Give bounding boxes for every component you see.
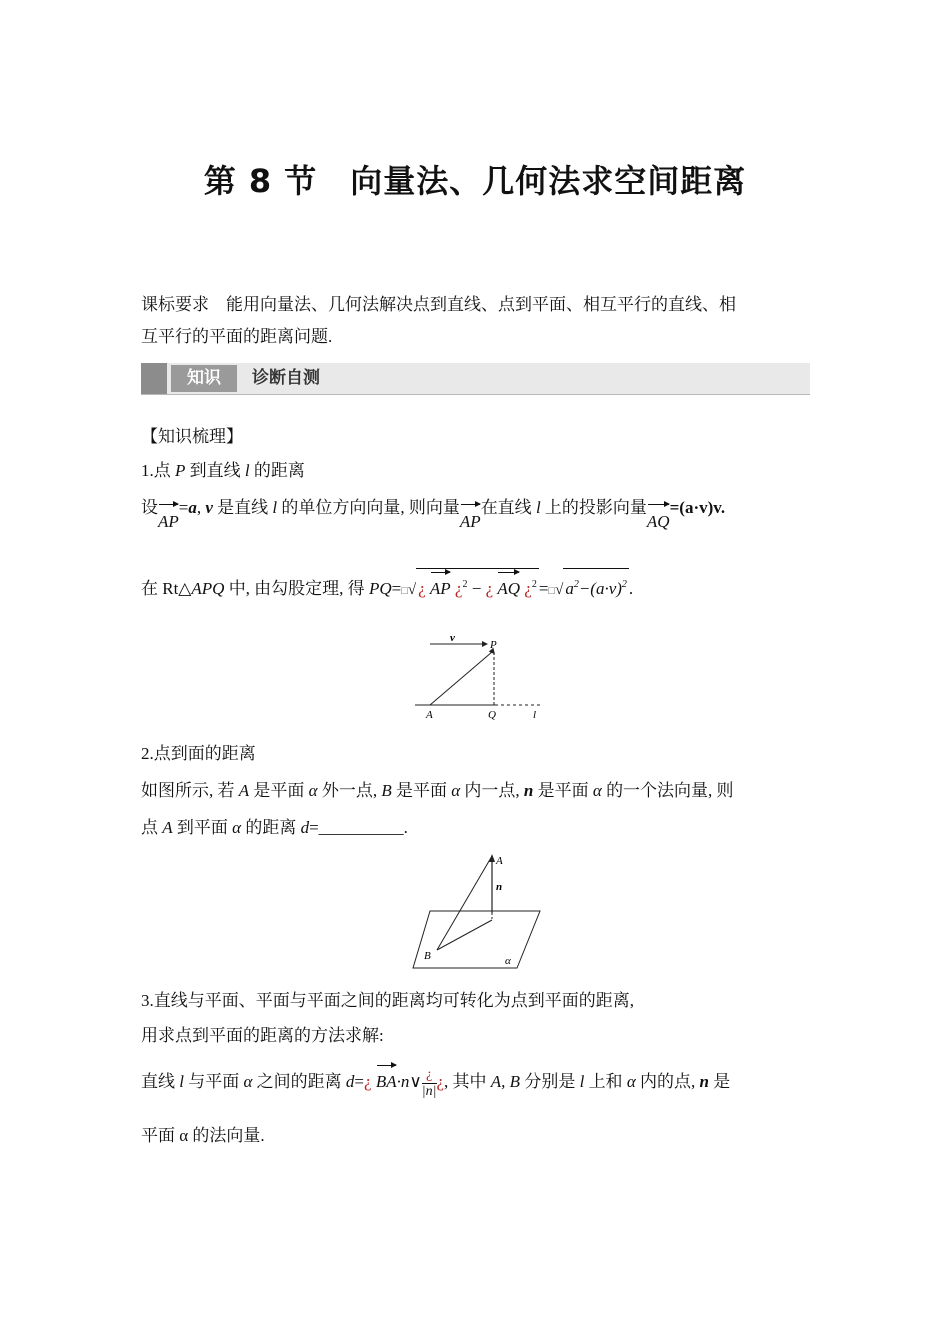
fraction (422, 1067, 437, 1100)
minus: − (471, 579, 482, 598)
line-l: l (579, 1072, 585, 1091)
period: . (628, 579, 634, 598)
s1-text: 的单位方向向量, 则向量 (281, 498, 460, 517)
point-B: B (381, 781, 392, 800)
garble-glyph: ¿ (485, 579, 494, 598)
exponent: 2 (462, 579, 468, 590)
s3-text: 分别是 (520, 1072, 580, 1091)
vector-n: n (523, 781, 534, 800)
s1-heading (141, 455, 811, 487)
s1-text: = (178, 498, 189, 517)
figure-point-to-line (410, 630, 550, 725)
arrowhead-icon (489, 854, 495, 862)
distance-d: d (345, 1072, 355, 1091)
s2-text: 内一点, (460, 781, 524, 800)
label-B: B (424, 950, 431, 962)
s3-line1: 3.直线与平面、平面与平面之间的距离均可转化为点到平面的距离, (141, 991, 634, 1010)
s1-text: 上的投影向量 (544, 498, 647, 517)
radicand-1 (416, 568, 539, 605)
requirement-label: 课标要求 (141, 295, 209, 314)
dot-n: ·n∨ (396, 1072, 422, 1091)
s1-text: , (196, 498, 202, 517)
point-P: P (175, 461, 186, 480)
vector-n: n (699, 1072, 709, 1091)
radicand-expression: −(a·v) (578, 579, 622, 598)
equals: = (538, 579, 549, 598)
equals: = (391, 579, 402, 598)
vector-v: v (205, 498, 213, 517)
s2-text: 的距离 (241, 818, 301, 837)
label-v: v (450, 632, 455, 644)
s3-text: 上和 (584, 1072, 627, 1091)
projection-formula: =(a·v)v. (669, 498, 726, 517)
s3-line4: 平面 α 的法向量. (141, 1126, 265, 1145)
radical-marker: □ (548, 585, 556, 597)
segment-AB (437, 856, 492, 950)
vector-AQ: AQ (497, 570, 520, 605)
points-A-B: A, B (490, 1072, 521, 1091)
plane-alpha: α (243, 1072, 253, 1091)
radicand-2 (563, 568, 629, 605)
s2-text: 到平面 (172, 818, 233, 837)
exponent: 2 (531, 579, 537, 590)
vector-AQ: AQ (647, 500, 670, 538)
s1-heading-post: 的距离 (249, 461, 305, 480)
radical-marker: □ (401, 585, 408, 597)
symbol-a: a (565, 579, 574, 598)
s3-text: 内的点, (635, 1072, 700, 1091)
line-l: l (272, 498, 278, 517)
s1-line1 (141, 492, 811, 538)
plane-alpha: α (626, 1072, 636, 1091)
line-l: l (244, 461, 250, 480)
garble-glyph: ¿ (436, 1072, 445, 1091)
label-n: n (496, 881, 503, 893)
page-title: 第 8 节 向量法、几何法求空间距离 (203, 162, 747, 200)
segment-PQ: PQ (368, 579, 392, 598)
s2-text: 是平面 (533, 781, 593, 800)
fraction-denominator: |n| (421, 1083, 437, 1099)
s2-text: 是平面 (391, 781, 452, 800)
s3-text: 之间的距离 (252, 1072, 346, 1091)
vector-AP: AP (158, 500, 179, 538)
s3-text: 与平面 (183, 1072, 244, 1091)
s1-heading-pre: 1.点 (141, 461, 175, 480)
s3-text: 直线 (141, 1072, 180, 1091)
segment-AP (430, 652, 492, 705)
banner-text: 诊断自测 (252, 368, 320, 388)
plane-alpha-shape (413, 911, 540, 968)
vector-a: a (188, 498, 197, 517)
answer-blank: =__________. (309, 818, 408, 837)
garble-glyph: ¿ (524, 579, 532, 598)
figure-point-to-plane (405, 848, 550, 973)
garble-glyph: ¿ (418, 579, 426, 598)
s2-line1 (141, 775, 811, 807)
exponent: 2 (621, 579, 627, 590)
label-P: P (490, 639, 497, 651)
fraction-numerator: ¿ (426, 1066, 433, 1082)
exponent: 2 (573, 579, 579, 590)
s2-text: 是平面 (249, 781, 309, 800)
requirement-text-1: 能用向量法、几何法解决点到直线、点到平面、相互平行的直线、相 (226, 295, 736, 314)
s1-text: 在 Rt△ (141, 579, 192, 598)
line-l: l (179, 1072, 184, 1091)
vector-BA: BA (376, 1063, 397, 1098)
requirement-block (141, 289, 811, 353)
s2-line2 (141, 812, 811, 844)
s1-text: 是直线 (217, 498, 269, 517)
s2-text: 外一点, (317, 781, 382, 800)
section-header: 【知识梳理】 (141, 427, 243, 446)
plane-alpha: α (232, 818, 242, 837)
s3-text: , 其中 (444, 1072, 491, 1091)
s1-text: 在直线 (480, 498, 532, 517)
distance-d: d (300, 818, 310, 837)
label-Q: Q (488, 709, 496, 721)
s2-heading: 2.点到面的距离 (141, 744, 256, 763)
vector-AP: AP (430, 570, 451, 605)
triangle-APQ: APQ (191, 579, 225, 598)
plane-alpha: α (451, 781, 461, 800)
vector-AP: AP (460, 500, 481, 538)
section-banner (141, 363, 810, 395)
s1-heading-mid: 到直线 (185, 461, 245, 480)
label-A: A (426, 709, 433, 721)
garble-glyph: ¿ (454, 579, 463, 598)
plane-alpha: α (308, 781, 318, 800)
s1-line2: 在 Rt△APQ 中, 由勾股定理, 得 PQ=□√ ¿ AP ¿$^2$ − ¿ AQ ¿$^2$ =□√ $a^2-(a\cdot v)^2$ . (141, 568, 811, 607)
s3-line3 (141, 1063, 811, 1100)
s3-line2: 用求点到平面的距离的方法求解: (141, 1026, 384, 1045)
arrowhead-icon (482, 641, 488, 647)
banner-lead-block (141, 363, 167, 394)
banner-tag: 知识 (171, 365, 237, 392)
point-A: A (238, 781, 250, 800)
line-l: l (535, 498, 541, 517)
s3-text: 是 (708, 1072, 731, 1091)
equals: = (354, 1072, 365, 1091)
requirement-text-2: 互平行的平面的距离问题. (141, 327, 333, 346)
s2-text: 的一个法向量, 则 (601, 781, 734, 800)
s2-text: 点 (141, 818, 163, 837)
plane-alpha: α (592, 781, 602, 800)
s1-text: 中, 由勾股定理, 得 (224, 579, 369, 598)
garble-glyph: ¿ (364, 1072, 372, 1091)
label-l: l (533, 709, 537, 721)
label-alpha: α (505, 955, 511, 967)
point-A: A (162, 818, 173, 837)
label-A: A (496, 855, 503, 867)
s1-text: 设 (141, 498, 158, 517)
s2-text: 如图所示, 若 (141, 781, 239, 800)
